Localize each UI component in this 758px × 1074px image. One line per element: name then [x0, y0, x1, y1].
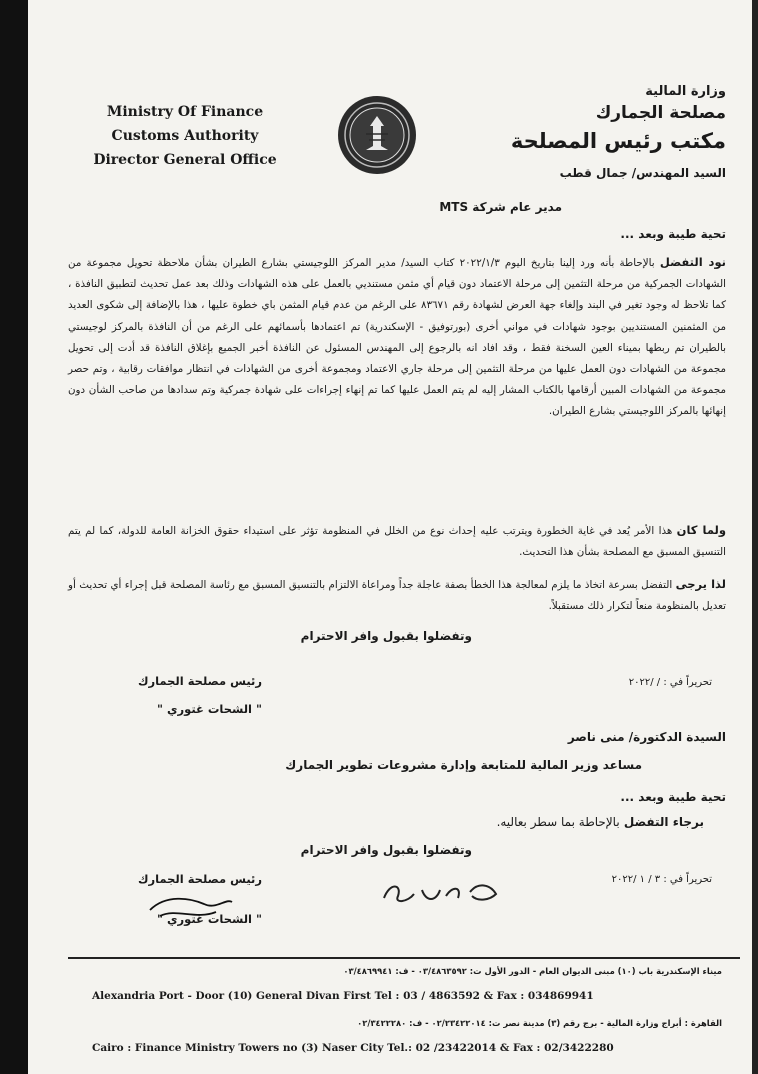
handwritten-annotation: [378, 872, 508, 912]
request-lead: برجاء التفضل: [623, 815, 704, 829]
p1-text: بالإحاطة بأنه ورد إلينا بتاريخ اليوم ٢٠٢٢/١/٣ كتاب السيد/ مدير المركز اللوجيستي بشارع الطيران بشأن ملاحظة تحويل مجموعة من الشهادات الجمركية من مرحلة التثمين إلى مرحلة الاعتماد دون قيام أي مثمن مستنديي بالعمل على هذه الشهادات وذلك بعد عمل تحديث لتطبيق النافذة ، كما تلاحظ له وجود تغير في البند وإلغاء جهة العرض لشهادة رقم ٨٣٦٧١ على الرغم من عدم قيام المثمن باي خطوة عليها ، هذا بالإضافة إلى شكوى العديد من المثمنين المستنديين بوجود شهادات في مواني أخرى (بورتوفيق - الإسكندرية) تم اعتمادها بأسمائهم على الرغم من أن النافذة بالمركز لوجيستي بالطيران تم ربطها بميناء العين السخنة فقط ، وقد افاد انه بالرجوع إلى المهندس المسئول عن النافذة أخبر الجميع بإغلاق النافذة قد أدت إلى تحويل مجموعة من الشهادات دون العمل عليها من مرحلة التثمين إلى مرحلة جاري الاعتماد ومجموعة أخرى من الشهادات في انتظار موافقات رقابية ، وتم حصر مجموعة من الشهادات المبين أرقامها بالكتاب المشار إليه لم يتم العمل عليها كما تم إنهاء إجراءات على شهادة جمركية وتم سدادها من صاحب الشأن دون إنهائها بالمركز اللوجيستي بشارع الطيران.: [68, 257, 726, 418]
letter-paragraph-3: [68, 574, 726, 617]
section2-request: [497, 815, 704, 829]
p3-text: التفضل بسرعة اتخاذ ما يلزم لمعالجة هذا الخطأ بصفة عاجلة جداً ومراعاة الالتزام بالتنسيق المسبق مع رئاسة المصلحة قبل إجراء أي تحديث أو تعديل بالمنظومة منعاً لتكرار ذلك مستقبلاً.: [68, 579, 726, 613]
footer-alexandria-ar: ميناء الإسكندرية باب (١٠) مبنى الديوان العام - الدور الأول ت: ٠٣/٤٨٦٣٥٩٢ - ف: ٠٣/٤٨٦٩٩٤١: [343, 966, 722, 976]
signature1-name: " الشحات غتوري ": [156, 702, 262, 716]
english-letterhead: [80, 100, 290, 172]
p3-lead: لذا يرجى: [675, 577, 726, 591]
section2-addressee: السيدة الدكتورة/ منى ناصر: [567, 730, 726, 744]
greeting: تحية طيبة وبعد ...: [620, 227, 726, 241]
letter-paragraph-2: [68, 520, 726, 563]
section2-date: تحريراً في : ٣ / ١ /٢٠٢٢: [611, 874, 712, 885]
letter-paragraph-1: [68, 252, 726, 423]
footer-cairo-en: Cairo : Finance Ministry Towers no (3) Naser City Tel.: 02 /23422014 & Fax : 02/3422280: [92, 1042, 614, 1054]
p2-text: هذا الأمر يُعد في غاية الخطورة ويترتب عليه إحداث نوع من الخلل في المنظومة تؤثر على استيداء حقوق الخزانة العامة للدولة، كما لم يتم التنسيق المسبق مع المصلحة بشأن هذا التحديث.: [68, 525, 726, 559]
customs-seal-icon: [336, 94, 418, 176]
signature2-title: رئيس مصلحة الجمارك: [137, 872, 262, 886]
p1-lead: نود التفضل: [659, 255, 726, 269]
authority-name-en: Customs Authority: [111, 128, 259, 144]
signature1-title: رئيس مصلحة الجمارك: [137, 674, 262, 688]
section2-role: مساعد وزير المالية للمتابعة وإدارة مشروعات تطوير الجمارك: [285, 758, 642, 772]
addressee-name: السيد المهندس/ جمال قطب: [559, 166, 726, 180]
signature-scribble: [146, 890, 236, 924]
request-text: بالإحاطة بما سطر بعاليه.: [496, 815, 620, 829]
closing-2: وتفضلوا بقبول وافر الاحترام: [300, 843, 472, 857]
office-name-en: Director General Office: [93, 152, 277, 168]
signature2-name: " الشحات غتوري ": [156, 912, 262, 926]
signature1-date: تحريراً في : / /٢٠٢٢: [628, 677, 712, 688]
authority-name-ar: مصلحة الجمارك: [595, 103, 726, 123]
arabic-letterhead: [506, 84, 726, 156]
p2-lead: ولما كان: [676, 523, 726, 537]
footer-cairo-ar: القاهرة : أبراج وزارة المالية - برج رقم (٣) مدينة نصر ت: ٠٢/٢٣٤٢٢٠١٤ - ف: ٠٢/٣٤٢٢٢٨٠: [357, 1018, 722, 1028]
ministry-name-en: Ministry Of Finance: [106, 104, 264, 120]
addressee-title: مدير عام شركة MTS: [439, 200, 562, 214]
office-name-ar: مكتب رئيس المصلحة: [510, 129, 726, 153]
footer-alexandria-en: Alexandria Port - Door (10) General Divan First Tel : 03 / 4863592 & Fax : 034869941: [92, 990, 594, 1002]
ministry-name-ar: وزارة المالية: [645, 84, 726, 99]
footer-divider: [68, 957, 740, 959]
closing-1: وتفضلوا بقبول وافر الاحترام: [300, 629, 472, 643]
section2-greeting: تحية طيبة وبعد ...: [620, 790, 726, 804]
